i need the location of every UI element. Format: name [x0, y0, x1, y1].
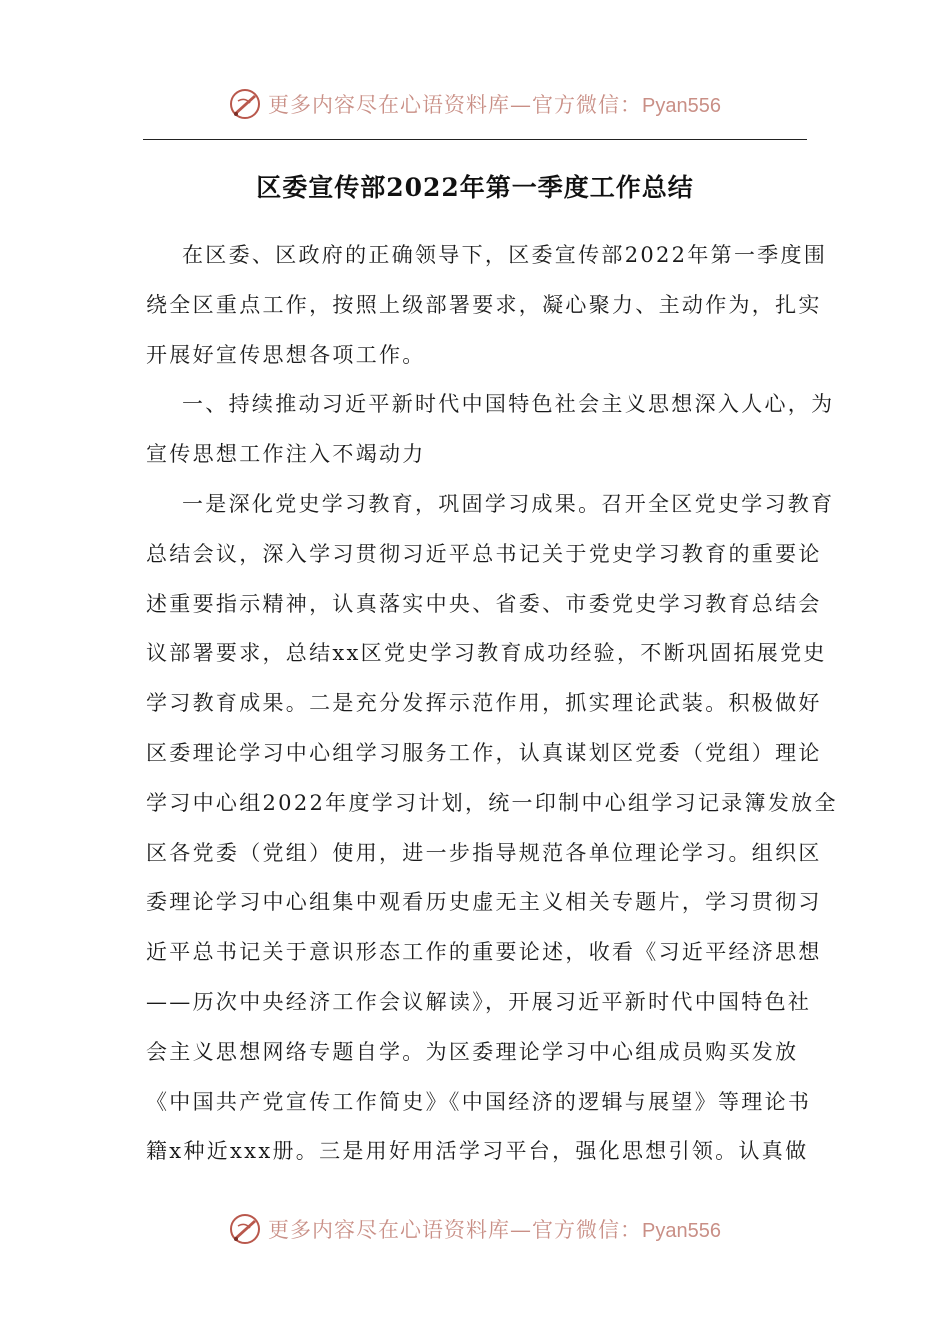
footer-wechat-id: Pyan556	[642, 1220, 721, 1242]
text-line: ——历次中央经济工作会议解读》，开展习近平新时代中国特色社	[146, 989, 812, 1014]
text-line: 绕全区重点工作，按照上级部署要求，凝心聚力、主动作为，扎实	[146, 292, 822, 317]
text-line: 会主义思想网络专题自学。为区委理论学习中心组成员购买发放	[146, 1039, 799, 1064]
header-banner-text: 更多内容尽在心语资料库—官方微信：Pyan556	[268, 93, 721, 117]
section-heading-line: 宣传思想工作注入不竭动力	[146, 442, 426, 467]
text-line: 在区委、区政府的正确领导下，区委宣传部2022年第一季度围	[182, 243, 828, 267]
footer-banner	[0, 1207, 950, 1251]
header-divider	[143, 139, 807, 140]
text-line: 述重要指示精神，认真落实中央、省委、市委党史学习教育总结会	[146, 591, 822, 616]
text-line: 籍x种近xxx册。三是用好用活学习平台，强化思想引领。认真做	[146, 1139, 809, 1164]
text-line: 《中国共产党宣传工作简史》《中国经济的逻辑与展望》等理论书	[146, 1089, 812, 1114]
section-heading-line: 一、持续推动习近平新时代中国特色社会主义思想深入人心，为	[182, 392, 835, 417]
text-line: 议部署要求，总结xx区党史学习教育成功经验，不断巩固拓展党史	[146, 641, 827, 666]
footer-banner-text: 更多内容尽在心语资料库—官方微信：Pyan556	[268, 1218, 721, 1242]
text-line: 委理论学习中心组集中观看历史虚无主义相关专题片，学习贯彻习	[146, 890, 822, 915]
header-wechat-id: Pyan556	[642, 95, 721, 117]
text-line: 区委理论学习中心组学习服务工作，认真谋划区党委（党组）理论	[146, 740, 822, 765]
text-line: 学习中心组2022年度学习计划，统一印制中心组学习记录簿发放全	[146, 790, 838, 815]
header-banner	[0, 82, 950, 126]
text-line: 一是深化党史学习教育，巩固学习成果。召开全区党史学习教育	[182, 491, 835, 516]
pen-logo-icon	[228, 87, 262, 121]
document-body	[146, 231, 838, 1177]
pen-logo-icon	[228, 1212, 262, 1246]
text-line: 区各党委（党组）使用，进一步指导规范各单位理论学习。组织区	[146, 840, 822, 865]
text-line: 近平总书记关于意识形态工作的重要论述，收看《习近平经济思想	[146, 940, 822, 965]
text-line: 学习教育成果。二是充分发挥示范作用，抓实理论武装。积极做好	[146, 691, 822, 716]
text-line: 开展好宣传思想各项工作。	[146, 342, 426, 367]
document-title: 区委宣传部2022年第一季度工作总结	[256, 173, 694, 202]
text-line: 总结会议，深入学习贯彻习近平总书记关于党史学习教育的重要论	[146, 541, 822, 566]
